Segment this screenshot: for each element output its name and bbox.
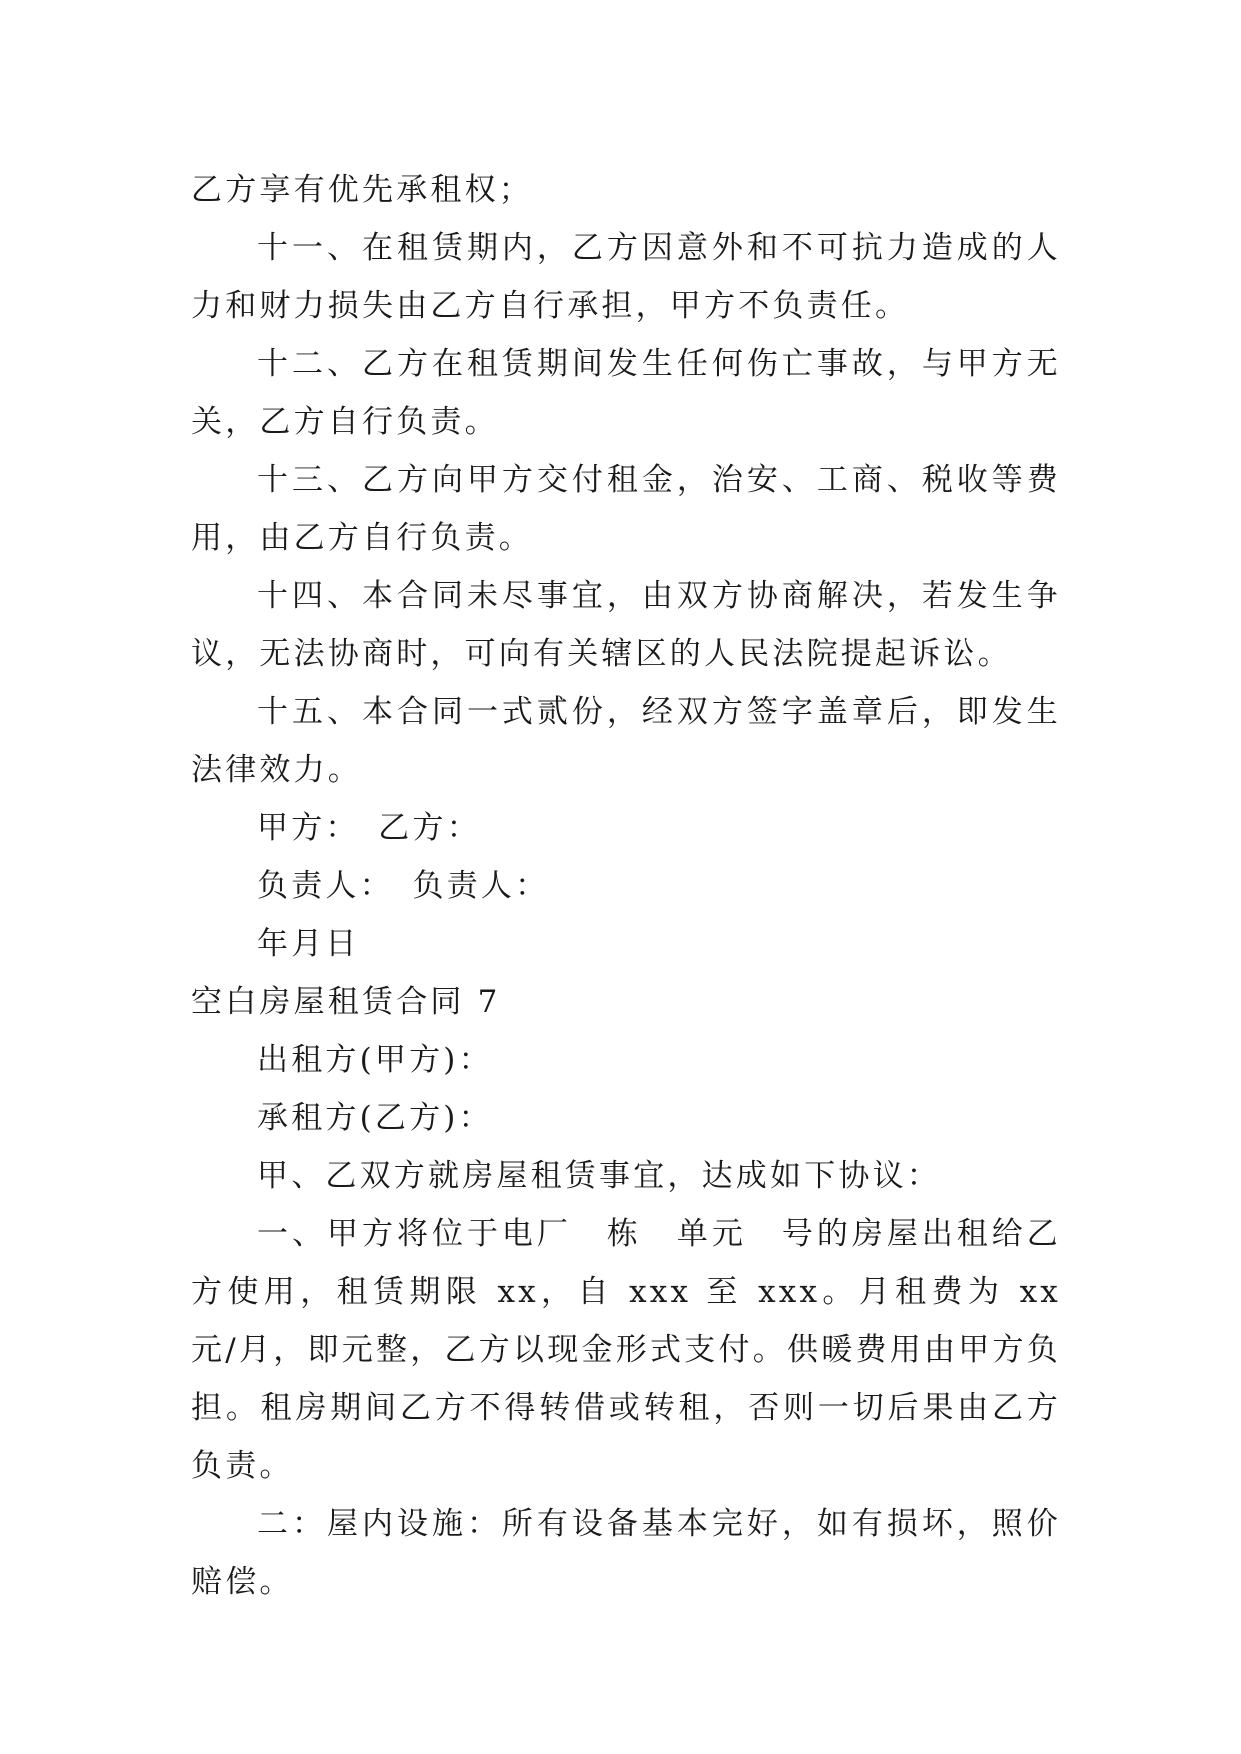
lessor-line: 出租方(甲方)：: [257, 1042, 493, 1078]
paragraph-clause-15: 十五、本合同一式贰份，经双方签字盖章后，即发生法律效力。: [191, 694, 1061, 788]
paragraph-clause-11: 十一、在租赁期内，乙方因意外和不可抗力造成的人力和财力损失由乙方自行承担，甲方不负责任。: [191, 230, 1061, 324]
paragraph-priority-lease: 乙方享有优先承租权；: [191, 172, 533, 208]
signature-date: 年月日: [257, 926, 360, 962]
paragraph-clause-14: 十四、本合同未尽事宜，由双方协商解决，若发生争议，无法协商时，可向有关辖区的人民法院提起诉讼。: [191, 578, 1061, 672]
paragraph-clause-1: 一、甲方将位于电厂 栋 单元 号的房屋出租给乙方使用，租赁期限 xx，自 xxx 至 xxx。月租费为 xx 元/月，即元整，乙方以现金形式支付。供暖费用由甲方负担。租房期间乙方不得转借或转租，否则一切后果由乙方负责。: [191, 1216, 1061, 1484]
paragraph-clause-12: 十二、乙方在租赁期间发生任何伤亡事故，与甲方无关，乙方自行负责。: [191, 346, 1061, 440]
document-body: [191, 161, 1061, 1611]
contract-title: 空白房屋租赁合同 7: [191, 984, 501, 1020]
paragraph-clause-13: 十三、乙方向甲方交付租金，治安、工商、税收等费用，由乙方自行负责。: [191, 462, 1061, 556]
signature-responsible-persons: 负责人： 负责人：: [257, 868, 550, 904]
signature-parties: 甲方： 乙方：: [257, 810, 481, 846]
paragraph-clause-2: 二：屋内设施：所有设备基本完好，如有损坏，照价赔偿。: [191, 1506, 1061, 1600]
lessee-line: 承租方(乙方)：: [257, 1100, 493, 1136]
agreement-intro: 甲、乙双方就房屋租赁事宜，达成如下协议：: [257, 1158, 941, 1194]
